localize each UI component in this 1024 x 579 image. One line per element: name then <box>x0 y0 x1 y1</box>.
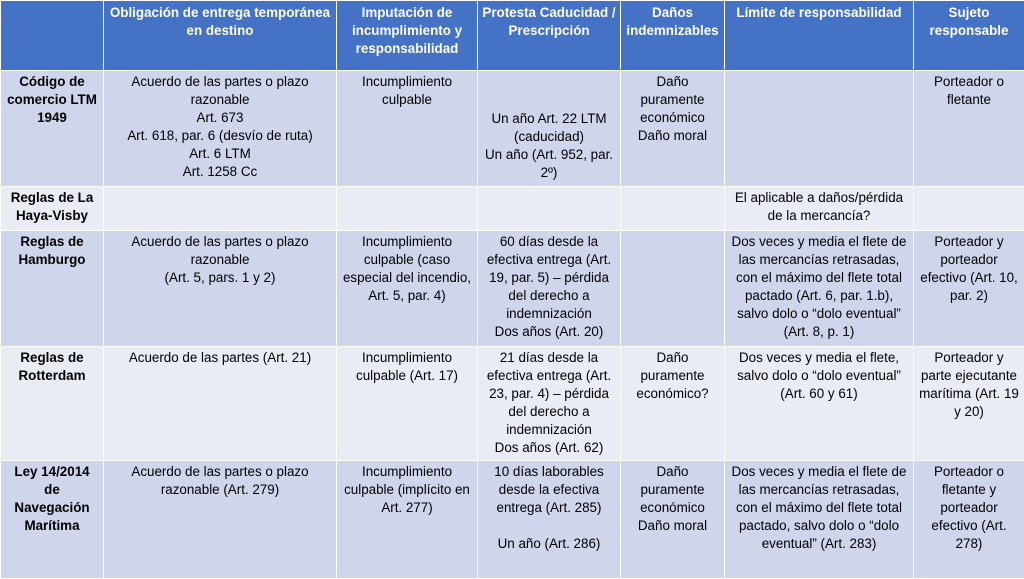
obligacion-cell <box>104 231 337 347</box>
limite-cell: Dos veces y media el flete de las mercancías retrasadas, con el máximo del flete total pactado, salvo dolo o “dolo eventual” (Art. 283) <box>725 461 914 579</box>
protesta-spacer <box>482 517 616 535</box>
obligacion-line: Art. 1258 Cc <box>108 163 332 181</box>
protesta-line: 60 días desde la efectiva entrega (Art. 19, par. 5) – pérdida del derecho a indemnización <box>482 233 616 323</box>
danos-line: Daño puramente económico <box>625 463 720 517</box>
protesta-line: 10 días laborables desde la efectiva entrega (Art. 285) <box>482 463 616 517</box>
danos-cell <box>621 347 725 461</box>
protesta-cell <box>478 187 621 231</box>
sujeto-cell: Porteador o fletante y porteador efectivo (Art. 278) <box>914 461 1024 579</box>
obligacion-cell <box>104 71 337 187</box>
danos-line: Daño moral <box>625 517 720 535</box>
obligacion-line: Acuerdo de las partes o plazo razonable <box>108 73 332 109</box>
table-row <box>1 461 1024 579</box>
obligacion-line: (Art. 5, pars. 1 y 2) <box>108 269 332 287</box>
table-row <box>1 187 1024 231</box>
table-row <box>1 71 1024 187</box>
protesta-line: Dos años (Art. 62) <box>482 439 616 457</box>
protesta-cell <box>478 231 621 347</box>
limite-cell: El aplicable a daños/pérdida de la mercancía? <box>725 187 914 231</box>
header-imputacion: Imputación de incumplimiento y responsabilidad <box>337 1 478 71</box>
table-row <box>1 347 1024 461</box>
obligacion-cell <box>104 461 337 579</box>
sujeto-cell: Porteador y porteador efectivo (Art. 10, par. 2) <box>914 231 1024 347</box>
protesta-cell <box>478 71 621 187</box>
header-corner <box>1 1 104 71</box>
obligacion-line: Acuerdo de las partes (Art. 21) <box>108 349 332 367</box>
obligacion-line: Art. 673 <box>108 109 332 127</box>
obligacion-line: Art. 618, par. 6 (desvío de ruta) <box>108 127 332 145</box>
protesta-cell <box>478 461 621 579</box>
header-sujeto: Sujeto responsable <box>914 1 1024 71</box>
imputacion-cell: Incumplimiento culpable <box>337 71 478 187</box>
imputacion-cell <box>337 187 478 231</box>
danos-line: Daño moral <box>625 127 720 145</box>
imputacion-cell: Incumplimiento culpable (Art. 17) <box>337 347 478 461</box>
protesta-line: Un año (Art. 952, par. 2º) <box>482 146 616 182</box>
protesta-cell <box>478 347 621 461</box>
header-obligacion: Obligación de entrega temporánea en destino <box>104 1 337 71</box>
danos-cell <box>621 187 725 231</box>
sujeto-cell: Porteador y parte ejecutante marítima (Art. 19 y 20) <box>914 347 1024 461</box>
protesta-line: Un año Art. 22 LTM (caducidad) <box>482 110 616 146</box>
limite-cell: Dos veces y media el flete de las mercancías retrasadas, con el máximo del flete total pactado (Art. 6, par. 1.b), salvo dolo o “dolo eventual” (Art. 8, p. 1) <box>725 231 914 347</box>
limite-cell: Dos veces y media el flete, salvo dolo o “dolo eventual” (Art. 60 y 61) <box>725 347 914 461</box>
header-danos: Daños indemnizables <box>621 1 725 71</box>
danos-line: Daño puramente económico? <box>625 349 720 403</box>
imputacion-cell: Incumplimiento culpable (caso especial del incendio, Art. 5, par. 4) <box>337 231 478 347</box>
imputacion-cell: Incumplimiento culpable (implícito en Art. 277) <box>337 461 478 579</box>
header-limite: Límite de responsabilidad <box>725 1 914 71</box>
header-row <box>1 1 1024 71</box>
obligacion-line: Acuerdo de las partes o plazo razonable (Art. 279) <box>108 463 332 499</box>
danos-line: Daño puramente económico <box>625 73 720 127</box>
danos-cell <box>621 71 725 187</box>
protesta-line: 21 días desde la efectiva entrega (Art. 23, par. 4) – pérdida del derecho a indemnización <box>482 349 616 439</box>
sujeto-cell <box>914 187 1024 231</box>
row-label: Código de comercio LTM 1949 <box>1 71 104 187</box>
protesta-line: Un año (Art. 286) <box>482 535 616 553</box>
limite-cell <box>725 71 914 187</box>
sujeto-cell: Porteador o fletante <box>914 71 1024 187</box>
obligacion-line: Art. 6 LTM <box>108 145 332 163</box>
protesta-line: Dos años (Art. 20) <box>482 323 616 341</box>
row-label: Reglas de Hamburgo <box>1 231 104 347</box>
header-protesta: Protesta Caducidad / Prescripción <box>478 1 621 71</box>
table-row <box>1 231 1024 347</box>
row-label: Reglas de La Haya-Visby <box>1 187 104 231</box>
danos-cell <box>621 231 725 347</box>
obligacion-cell <box>104 347 337 461</box>
row-label: Reglas de Rotterdam <box>1 347 104 461</box>
obligacion-line: Acuerdo de las partes o plazo razonable <box>108 233 332 269</box>
obligacion-cell <box>104 187 337 231</box>
danos-cell <box>621 461 725 579</box>
row-label: Ley 14/2014 de Navegación Marítima <box>1 461 104 579</box>
